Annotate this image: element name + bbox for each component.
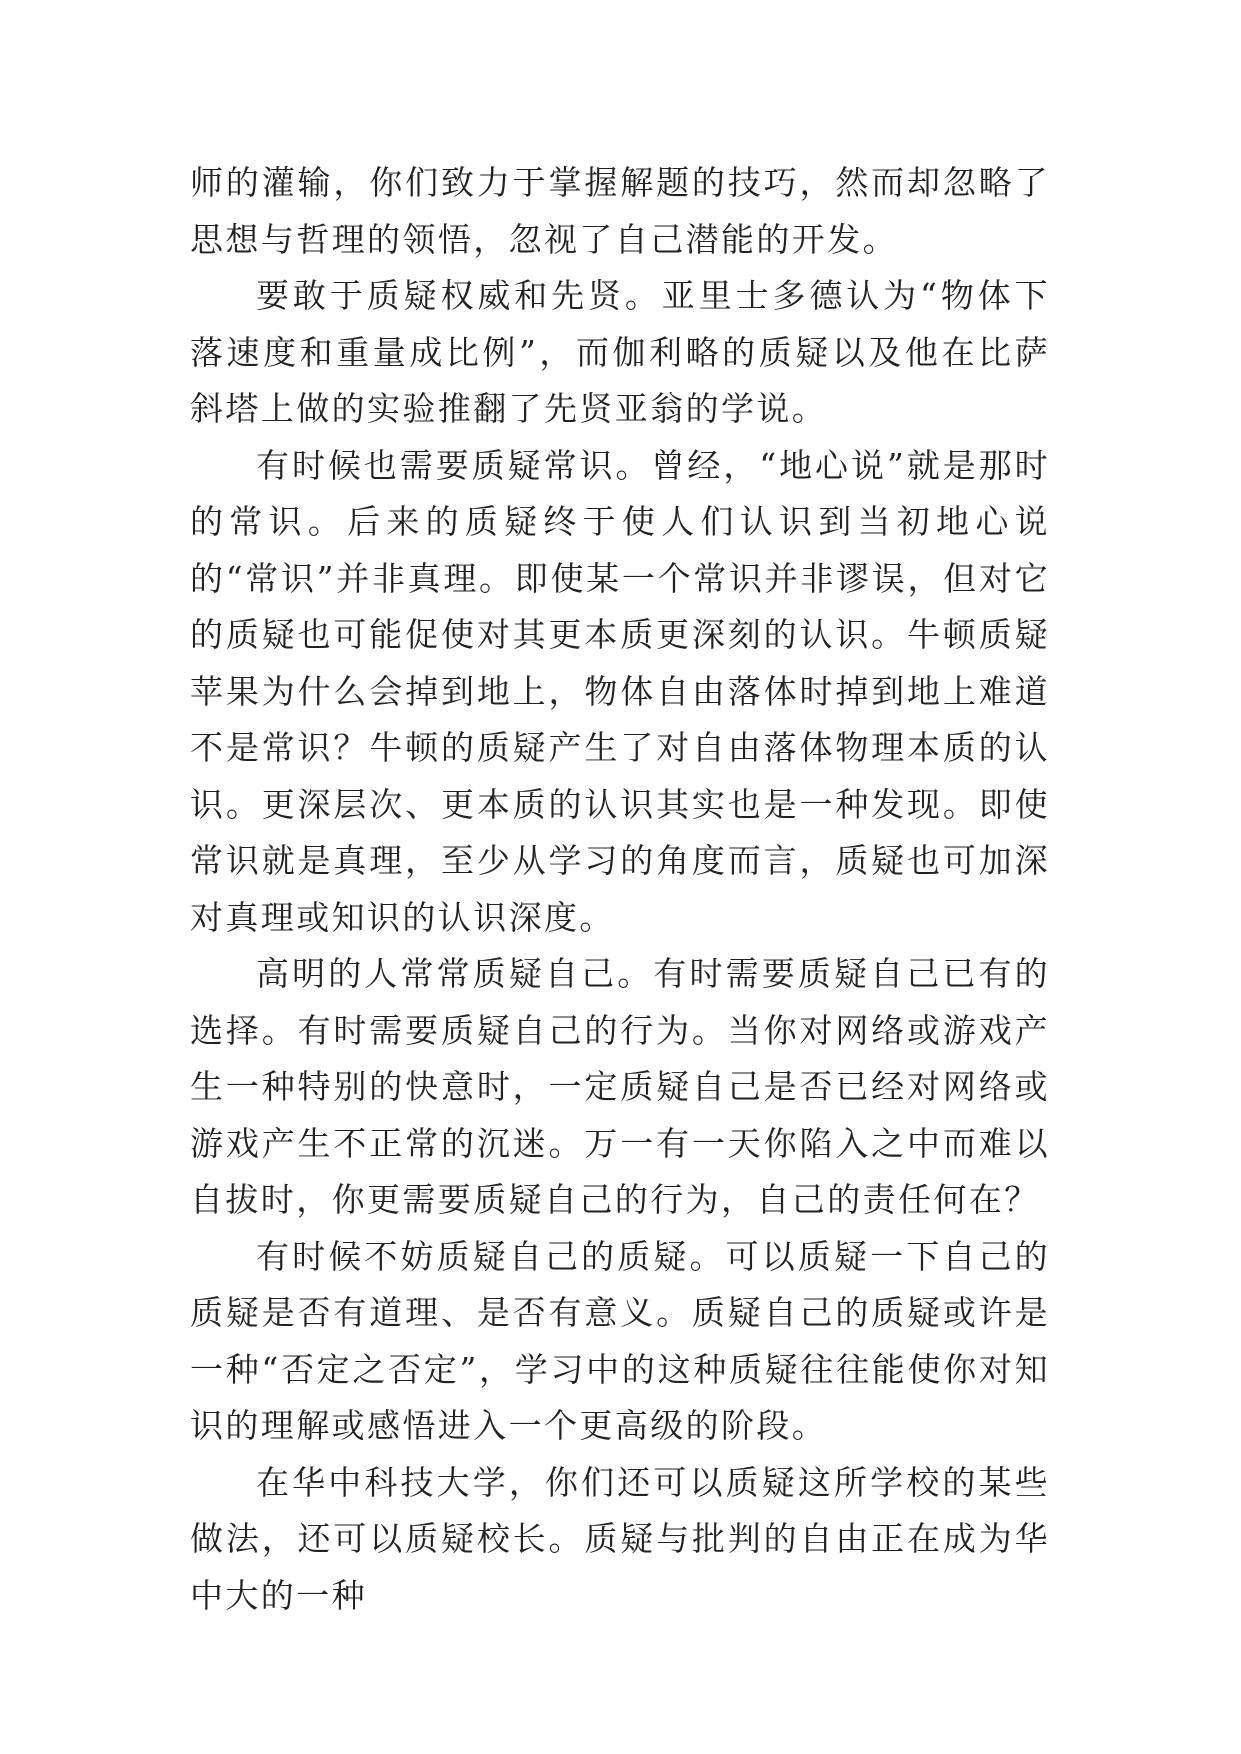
paragraph-question-your-doubts: 有时候不妨质疑自己的质疑。可以质疑一下自己的质疑是否有道理、是否有意义。质疑自己的质疑或许是一种“否定之否定”，学习中的这种质疑往往能使你对知识的理解或感悟进入一个更高级的阶段。 (190, 1236, 1050, 1445)
paragraph-question-yourself: 高明的人常常质疑自己。有时需要质疑自己已有的选择。有时需要质疑自己的行为。当你对网络或游戏产生一种特别的快意时，一定质疑自己是否已经对网络或游戏产生不正常的沉迷。万一有一天你陷入之中而难以自拔时，你更需要质疑自己的行为，自己的责任何在？ (190, 954, 1050, 1219)
paragraph-question-common-sense: 有时候也需要质疑常识。曾经，“地心说”就是那时的常识。后来的质疑终于使人们认识到当初地心说的“常识”并非真理。即使某一个常识并非谬误，但对它的质疑也可能促使对其更本质更深刻的认识。牛顿质疑苹果为什么会掉到地上，物体自由落体时掉到地上难道不是常识？牛顿的质疑产生了对自由落体物理本质的认识。更深层次、更本质的认识其实也是一种发现。即使常识就是真理，至少从学习的角度而言，质疑也可加深对真理或知识的认识深度。 (190, 445, 1050, 937)
paragraph-question-school: 在华中科技大学，你们还可以质疑这所学校的某些做法，还可以质疑校长。质疑与批判的自由正在成为华中大的一种 (190, 1462, 1050, 1615)
paragraph-continuation: 师的灌输，你们致力于掌握解题的技巧，然而却忽略了思想与哲理的领悟，忽视了自己潜能的开发。 (190, 163, 1050, 259)
body-text (190, 155, 1050, 1624)
paragraph-question-authority: 要敢于质疑权威和先贤。亚里士多德认为“物体下落速度和重量成比例”，而伽利略的质疑以及他在比萨斜塔上做的实验推翻了先贤亚翁的学说。 (190, 276, 1050, 428)
